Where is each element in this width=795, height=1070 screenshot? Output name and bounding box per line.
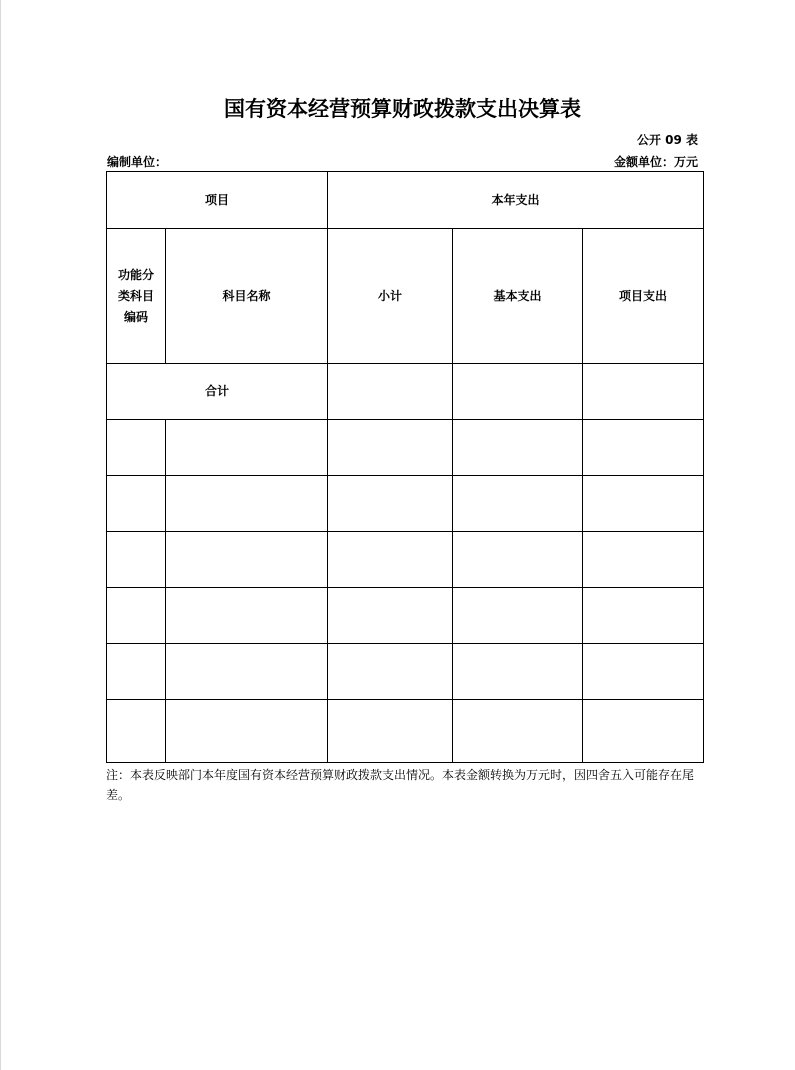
col-subtotal: 小计 bbox=[328, 229, 453, 364]
table-row bbox=[107, 644, 704, 700]
row-name bbox=[166, 588, 328, 644]
row-code bbox=[107, 420, 166, 476]
row-project-expense bbox=[583, 476, 704, 532]
row-name bbox=[166, 532, 328, 588]
row-basic-expense bbox=[453, 700, 583, 763]
row-basic-expense bbox=[453, 644, 583, 700]
row-name bbox=[166, 476, 328, 532]
col-basic-expense: 基本支出 bbox=[453, 229, 583, 364]
table-row bbox=[107, 588, 704, 644]
row-project-expense bbox=[583, 700, 704, 763]
col-project-expense: 项目支出 bbox=[583, 229, 704, 364]
row-code bbox=[107, 532, 166, 588]
row-subtotal bbox=[328, 588, 453, 644]
row-project-expense bbox=[583, 532, 704, 588]
table-row bbox=[107, 700, 704, 763]
row-code bbox=[107, 476, 166, 532]
col-subject-name: 科目名称 bbox=[166, 229, 328, 364]
total-project-expense bbox=[583, 364, 704, 420]
footnote: 注：本表反映部门本年度国有资本经营预算财政拨款支出情况。本表金额转换为万元时，因四舍五入可能存在尾差。 bbox=[106, 768, 695, 802]
row-project-expense bbox=[583, 420, 704, 476]
row-project-expense bbox=[583, 588, 704, 644]
row-code bbox=[107, 700, 166, 763]
form-number: 公开 09 表 bbox=[636, 133, 698, 147]
row-subtotal bbox=[328, 644, 453, 700]
header-row-2 bbox=[107, 229, 704, 364]
compiling-unit-label: 编制单位： bbox=[107, 155, 168, 169]
total-label: 合计 bbox=[107, 364, 328, 420]
total-subtotal bbox=[328, 364, 453, 420]
header-row-1 bbox=[107, 172, 704, 229]
row-basic-expense bbox=[453, 532, 583, 588]
table-row bbox=[107, 420, 704, 476]
row-name bbox=[166, 420, 328, 476]
page-left-edge bbox=[0, 0, 1, 1070]
row-basic-expense bbox=[453, 588, 583, 644]
header-current-year-expense: 本年支出 bbox=[328, 172, 704, 229]
page-title: 国有资本经营预算财政拨款支出决算表 bbox=[224, 96, 581, 121]
row-subtotal bbox=[328, 420, 453, 476]
row-name bbox=[166, 700, 328, 763]
row-project-expense bbox=[583, 644, 704, 700]
table-row bbox=[107, 532, 704, 588]
header-item: 项目 bbox=[107, 172, 328, 229]
row-subtotal bbox=[328, 476, 453, 532]
col-function-code: 功能分类科目编码 bbox=[107, 229, 166, 364]
row-code bbox=[107, 588, 166, 644]
row-subtotal bbox=[328, 700, 453, 763]
row-name bbox=[166, 644, 328, 700]
expense-table bbox=[106, 171, 704, 763]
row-subtotal bbox=[328, 532, 453, 588]
row-basic-expense bbox=[453, 420, 583, 476]
amount-unit-label: 金额单位：万元 bbox=[613, 155, 698, 169]
row-basic-expense bbox=[453, 476, 583, 532]
total-basic-expense bbox=[453, 364, 583, 420]
total-row bbox=[107, 364, 704, 420]
table-row bbox=[107, 476, 704, 532]
row-code bbox=[107, 644, 166, 700]
